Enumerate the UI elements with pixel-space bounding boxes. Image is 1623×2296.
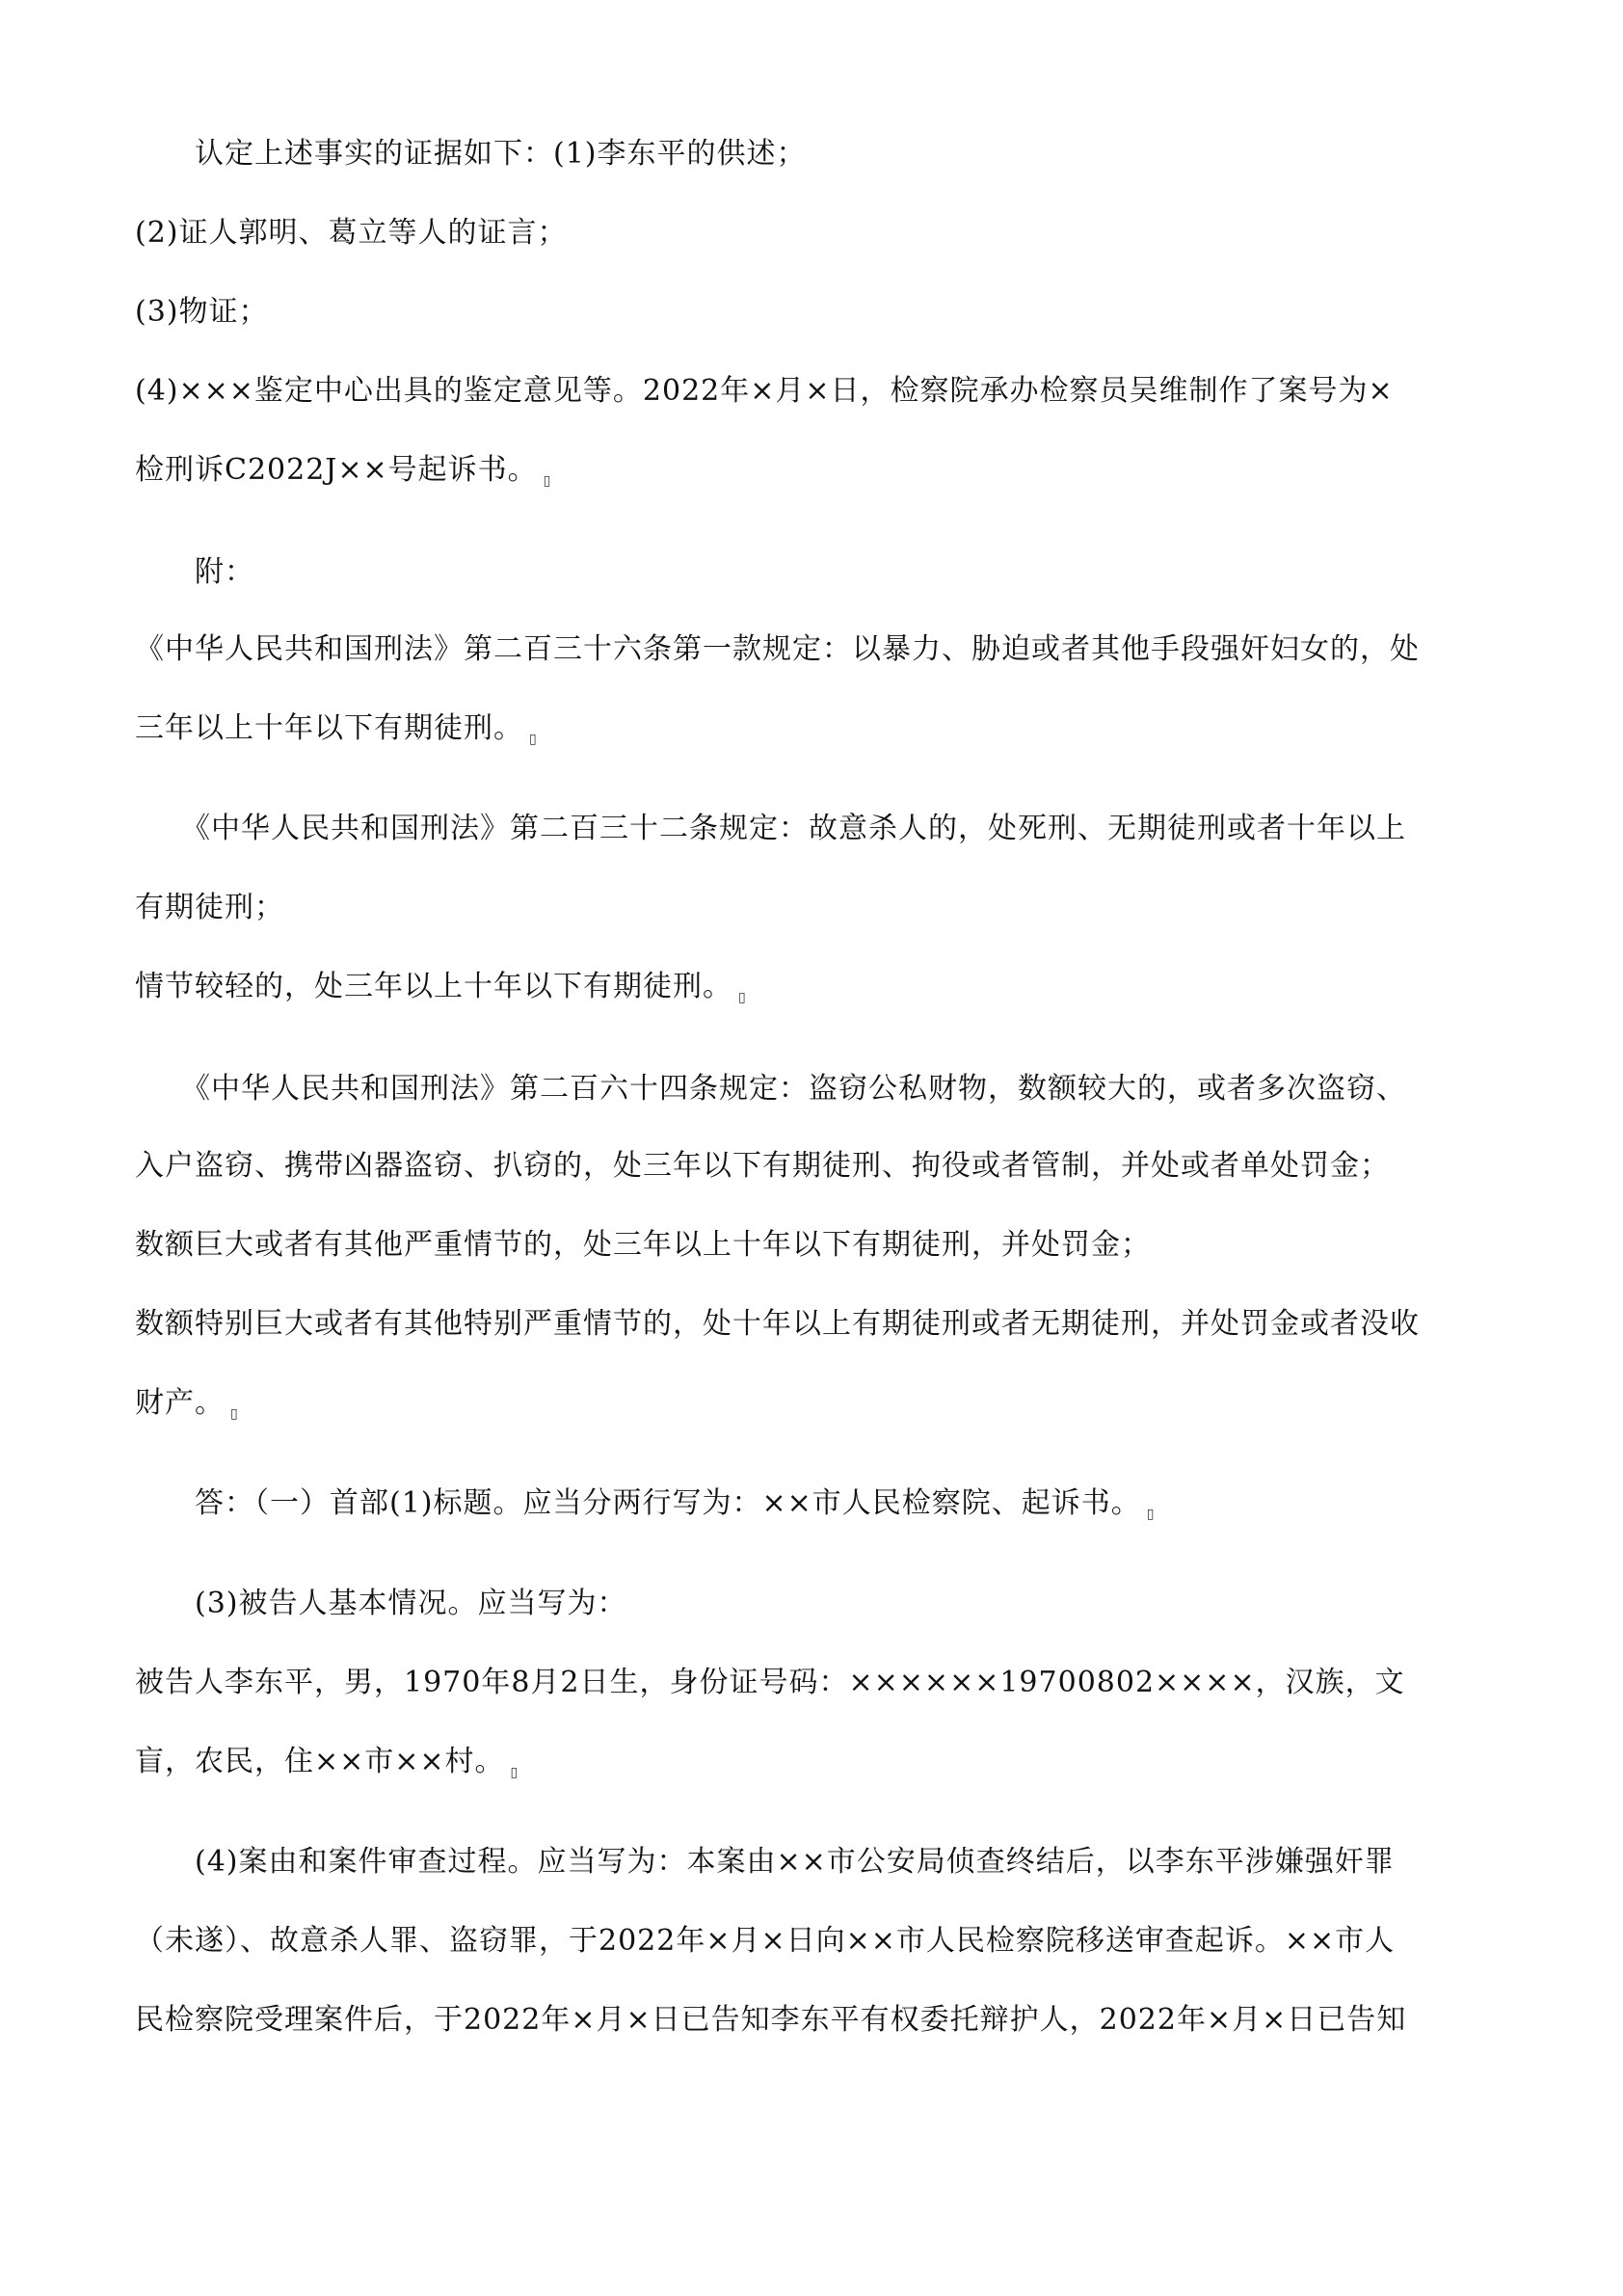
law-232-line-1: 《中华人民共和国刑法》第二百三十二条规定：故意杀人的，处死刑、无期徒刑或者十年以上	[181, 812, 1406, 845]
law-264-line-2: 入户盗窃、携带凶器盗窃、扒窃的，处三年以下有期徒刑、拘役或者管制，并处或者单处罚金；	[135, 1149, 1390, 1183]
law-264-line-1: 《中华人民共和国刑法》第二百六十四条规定：盗窃公私财物，数额较大的，或者多次盗窃、	[181, 1072, 1406, 1106]
paragraph-mark: ▯	[529, 732, 538, 747]
law-236-line-1: 《中华人民共和国刑法》第二百三十六条第一款规定：以暴力、胁迫或者其他手段强奸妇女的，处	[135, 632, 1420, 666]
defendant-info-line-2: 盲，农民，住××市××村。 $_▯$	[135, 1745, 519, 1780]
law-264-line-4: 数额特别巨大或者有其他特别严重情节的，处十年以上有期徒刑或者无期徒刑，并处罚金或者没收	[135, 1307, 1420, 1341]
evidence-item-2: (2)证人郭明、葛立等人的证言；	[135, 216, 568, 250]
paragraph-mark: ▯	[738, 990, 747, 1005]
law-264-line-5: 财产。 $_▯$	[135, 1386, 239, 1422]
indictment-number-line: 检刑诉C2022J××号起诉书。 $_▯$	[135, 453, 552, 489]
law-232-line-3: 情节较轻的，处三年以上十年以下有期徒刑。 $_▯$	[135, 970, 747, 1005]
evidence-item-3: (3)物证；	[135, 295, 269, 329]
defendant-info-heading: (3)被告人基本情况。应当写为：	[195, 1587, 627, 1620]
law-232-line-2: 有期徒刑；	[135, 891, 284, 924]
case-review-line-1: (4)案由和案件审查过程。应当写为：本案由××市公安局侦查终结后，以李东平涉嫌强奸罪	[195, 1845, 1395, 1879]
answer-title-line: 答：（一）首部(1)标题。应当分两行写为：××市人民检察院、起诉书。 $_▯$	[195, 1486, 1156, 1522]
case-review-line-3: 民检察院受理案件后，于2022年×月×日已告知李东平有权委托辩护人，2022年×月×日已告知	[135, 2003, 1407, 2037]
case-review-line-2: （未遂）、故意杀人罪、盗窃罪，于2022年×月×日向××市人民检察院移送审查起诉。××市人	[135, 1924, 1396, 1958]
law-264-line-3: 数额巨大或者有其他严重情节的，处三年以上十年以下有期徒刑，并处罚金；	[135, 1228, 1151, 1262]
paragraph-mark: ▯	[543, 473, 552, 489]
law-236-line-2: 三年以上十年以下有期徒刑。 $_▯$	[135, 711, 538, 747]
appendix-heading: 附：	[195, 555, 254, 589]
paragraph-mark: ▯	[510, 1765, 519, 1780]
defendant-info-line-1: 被告人李东平，男，1970年8月2日生，身份证号码：××××××19700802××××，汉族，文	[135, 1666, 1405, 1699]
evidence-item-4: (4)×××鉴定中心出具的鉴定意见等。2022年×月×日，检察院承办检察员吴维制作了案号为×	[135, 374, 1394, 408]
paragraph-mark: ▯	[1146, 1507, 1156, 1522]
evidence-intro-line: 认定上述事实的证据如下：(1)李东平的供述；	[195, 137, 807, 171]
paragraph-mark: ▯	[230, 1406, 239, 1422]
